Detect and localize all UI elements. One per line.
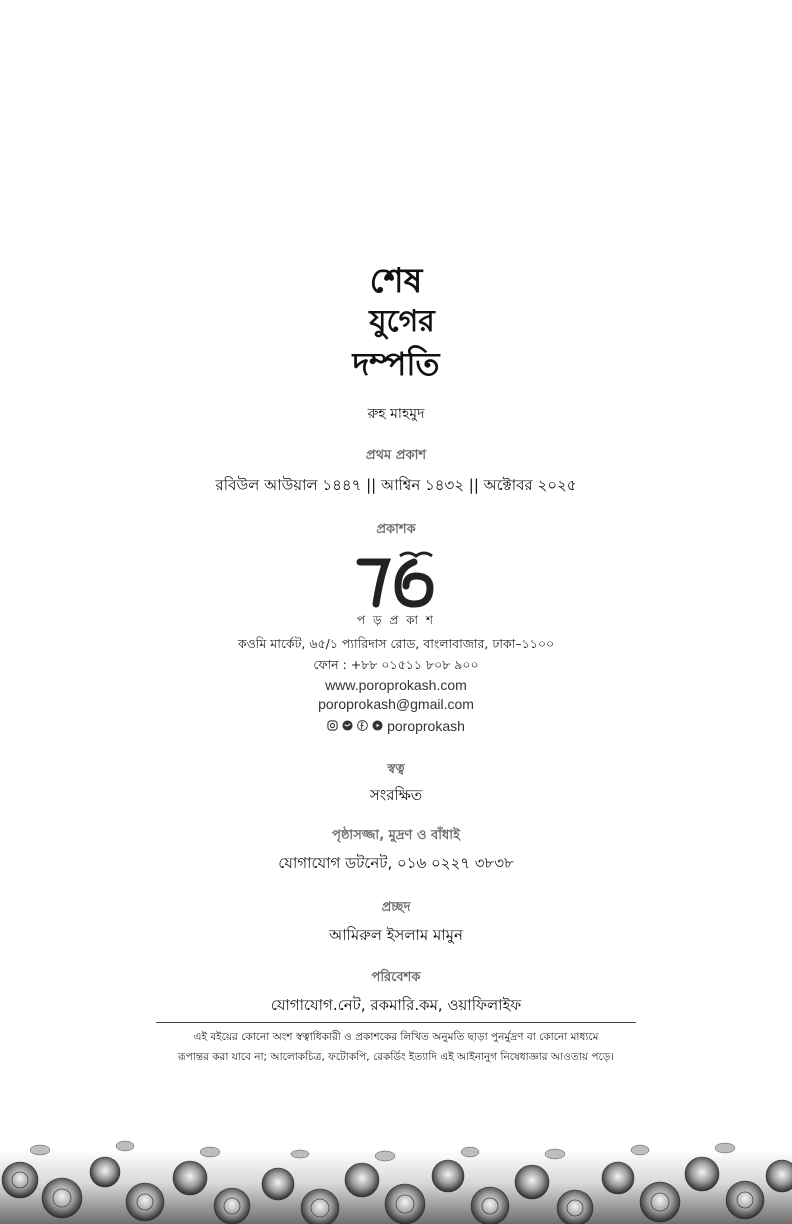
floral-border-decoration xyxy=(0,1110,792,1224)
publisher-phone: ফোন : +৮৮ ০১৫১১ ৮০৮ ৯০০ xyxy=(313,657,479,672)
publisher-address: কওমি মার্কেট, ৬৫/১ প্যারিদাস রোড, বাংলাবাজার, ঢাকা–১১০০ xyxy=(237,636,555,651)
book-title-logo xyxy=(336,255,456,385)
production-heading: পৃষ্ঠাসজ্জা, মুদ্রণ ও বাঁধাই xyxy=(332,828,460,843)
copyright-note-line-1: এই বইয়ের কোনো অংশ স্বত্বাধিকারী ও প্রকাশকের লিখিত অনুমতি ছাড়া পুনর্মুদ্রণ বা কোনো মাধ্যমে xyxy=(193,1031,599,1043)
social-handle[interactable]: poroprokash xyxy=(387,717,465,734)
divider-line xyxy=(156,1022,636,1023)
cover-heading: প্রচ্ছদ xyxy=(381,900,411,915)
publisher-name: প ড় প্র কা শ xyxy=(357,613,435,627)
distributor-value: যোগাযোগ.নেট, রকমারি.কম, ওয়াফিলাইফ xyxy=(270,996,522,1014)
author-name: রুহ মাহমুদ xyxy=(367,406,425,422)
publisher-website-link[interactable]: www.poroprokash.com xyxy=(325,677,467,693)
cover-designer: আমিরুল ইসলাম মামুন xyxy=(329,926,463,944)
publisher-logo xyxy=(356,548,436,608)
book-title-line-2: যুগের xyxy=(369,304,435,339)
youtube-icon[interactable] xyxy=(372,720,383,731)
first-edition-heading: প্রথম প্রকাশ xyxy=(365,448,427,463)
book-title-line-1: শেষ xyxy=(369,261,423,301)
publisher-heading: প্রকাশক xyxy=(376,522,416,537)
facebook-icon[interactable] xyxy=(357,720,368,731)
social-row xyxy=(0,716,792,735)
distributor-heading: পরিবেশক xyxy=(371,970,421,985)
production-value: যোগাযোগ ডটনেট, ০১৬ ০২২৭ ৩৮৩৮ xyxy=(278,854,514,872)
first-edition-date: রবিউল আউয়াল ১৪৪৭ || আশ্বিন ১৪৩২ || অক্টোবর ২০২৫ xyxy=(215,476,577,494)
instagram-icon[interactable] xyxy=(327,720,338,731)
twitter-icon[interactable] xyxy=(342,720,353,731)
rights-value: সংরক্ষিত xyxy=(369,786,423,804)
publisher-email-link[interactable]: poroprokash@gmail.com xyxy=(318,696,474,712)
book-title-line-3: দম্পতি xyxy=(352,345,440,383)
copyright-note-line-2: রূপান্তর করা যাবে না; আলোকচিত্র, ফটোকপি, রেকর্ডিং ইত্যাদি এই আইনানুগ নিষেধাজ্ঞার আওতায় পড়ে। xyxy=(178,1051,614,1063)
rights-heading: স্বত্ব xyxy=(387,762,405,777)
